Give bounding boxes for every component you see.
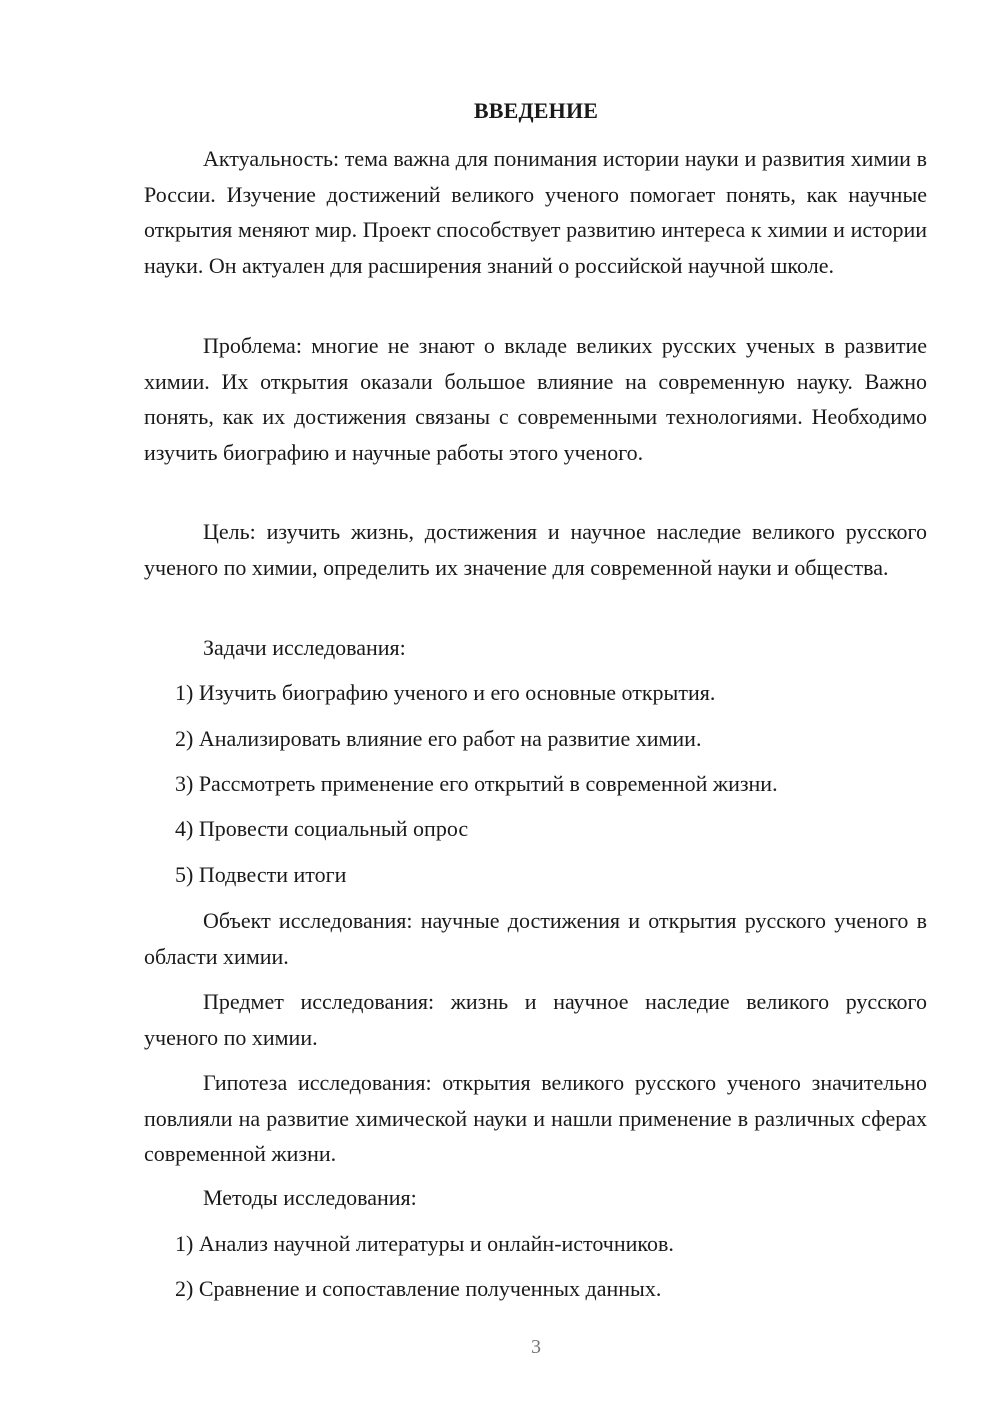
paragraph-problem: Проблема: многие не знают о вкладе великих русских ученых в развитие химии. Их открытия оказали большое влияние на современную науку. Важно понять, как их достижения связаны с современными технологиями. Необходимо изучить биографию и научные работы этого ученого. xyxy=(144,333,927,465)
list-item: 2) Анализировать влияние его работ на развитие химии. xyxy=(175,726,702,751)
page-number: 3 xyxy=(531,1336,541,1358)
paragraph-goal: Цель: изучить жизнь, достижения и научное наследие великого русского ученого по химии, определить их значение для современной науки и общества. xyxy=(144,519,927,580)
paragraph-hypothesis: Гипотеза исследования: открытия великого русского ученого значительно повлияли на развитие химической науки и нашли применение в различных сферах современной жизни. xyxy=(144,1070,927,1166)
list-item: 4) Провести социальный опрос xyxy=(175,816,469,841)
list-item: 1) Изучить биографию ученого и его основные открытия. xyxy=(175,680,716,705)
list-item: 1) Анализ научной литературы и онлайн-источников. xyxy=(175,1231,674,1256)
paragraph-object: Объект исследования: научные достижения и открытия русского ученого в области химии. xyxy=(144,908,927,969)
list-item: 2) Сравнение и сопоставление полученных данных. xyxy=(175,1276,662,1301)
paragraph-relevance: Актуальность: тема важна для понимания истории науки и развития химии в России. Изучение достижений великого ученого помогает понять, как научные открытия меняют мир. Проект способствует развитию интереса к химии и истории науки. Он актуален для расширения знаний о российской научной школе. xyxy=(144,146,927,278)
list-item: 5) Подвести итоги xyxy=(175,862,347,887)
list-item: 3) Рассмотреть применение его открытий в современной жизни. xyxy=(175,771,778,796)
methods-title: Методы исследования: xyxy=(203,1185,417,1210)
section-heading: ВВЕДЕНИЕ xyxy=(473,98,599,123)
tasks-title: Задачи исследования: xyxy=(203,635,406,660)
paragraph-subject: Предмет исследования: жизнь и научное наследие великого русского ученого по химии. xyxy=(144,989,927,1050)
